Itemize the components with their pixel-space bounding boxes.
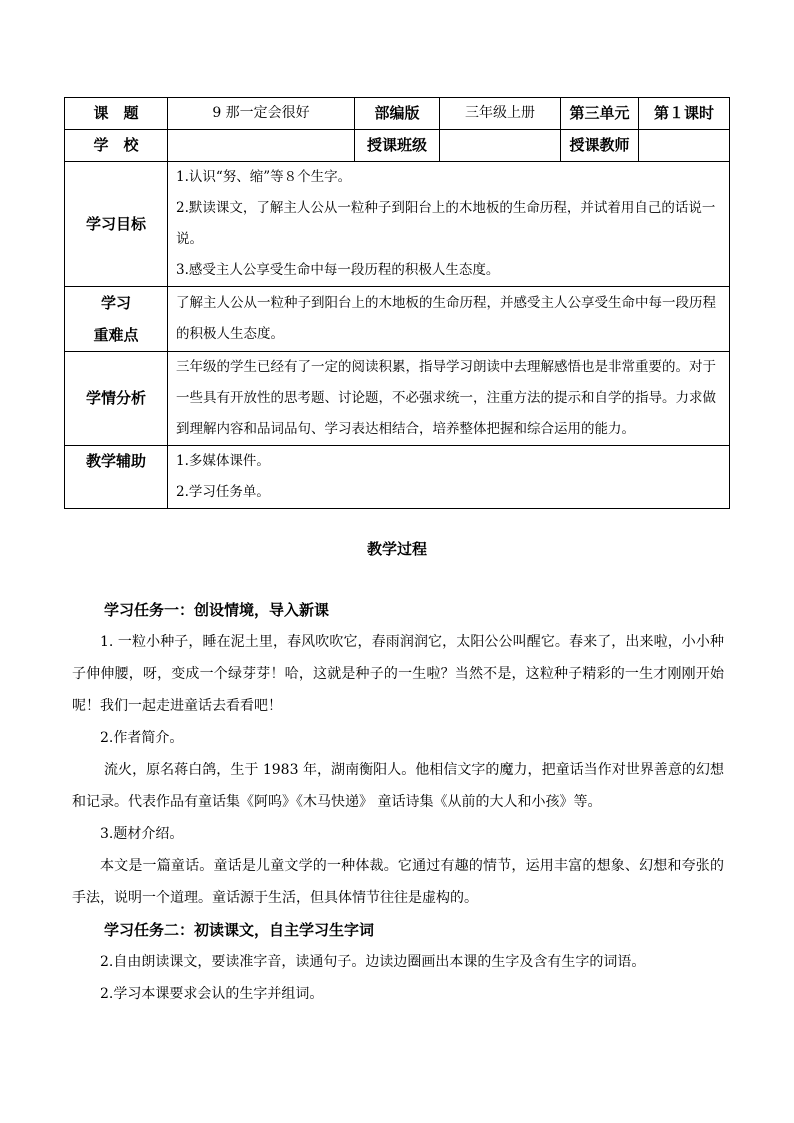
paragraph: 2.自由朗读课文，要读准字音，读通句子。边读边圈画出本课的生字及含有生字的词语。 [100, 954, 646, 970]
analysis-text: 三年级的学生已经有了一定的阅读积累，指导学习朗读中去理解感悟也是非常重要的。对于一些具有开放性的思考题、讨论题，不必强求统一，注重方法的提示和自学的指导。力求做到理解内容和品词品句、学习表达相结合，培养整体把握和综合运用的能力。 [176, 359, 716, 437]
analysis-label: 学情分析 [65, 352, 168, 446]
school-value [168, 130, 355, 162]
aid-item: 1.多媒体课件。 [176, 453, 270, 469]
grade: 三年级上册 [440, 98, 561, 130]
aid-item: 2.学习任务单。 [176, 484, 270, 500]
task1-heading: 学习任务一：创设情境，导入新课 [104, 601, 330, 619]
goals-label: 学习目标 [65, 162, 168, 287]
keypoints-label-line1: 学习 [100, 294, 131, 312]
keypoints-content [168, 287, 730, 352]
row-goals [65, 162, 730, 287]
paragraph: 1. 一粒小种子，睡在泥土里，春风吹吹它，春雨润润它，太阳公公叫醒它。春来了，出来啦，小小种子伸伸腰，呀，变成一个绿芽芽！哈，这就是种子的一生啦？当然不是，这粒种子精彩的一生才刚刚开始呢！我们一起走进童话去看看吧！ [72, 634, 724, 714]
paragraph: 3.题材介绍。 [100, 826, 184, 842]
goal-item: 1.认识“努、缩”等８个生字。 [176, 169, 352, 185]
class-value [440, 130, 561, 162]
period: 第１课时 [639, 98, 730, 130]
task2-heading: 学习任务二：初读课文，自主学习生字词 [104, 921, 375, 939]
paragraph: 2.学习本课要求会认的生字并组词。 [100, 986, 324, 1002]
school-label: 学 校 [65, 130, 168, 162]
analysis-content [168, 352, 730, 446]
class-label: 授课班级 [355, 130, 440, 162]
unit: 第三单元 [561, 98, 639, 130]
lesson-label: 课 题 [65, 98, 168, 130]
keypoints-label-line2: 重难点 [93, 326, 139, 344]
row-school [65, 130, 730, 162]
row-keypoints [65, 287, 730, 352]
lesson-info-table [64, 97, 730, 509]
aids-label: 教学辅助 [65, 446, 168, 509]
process-body [72, 594, 724, 1010]
edition: 部编版 [355, 98, 440, 130]
lesson-title: 9 那一定会很好 [168, 98, 355, 130]
keypoints-label [65, 287, 168, 352]
row-lesson [65, 98, 730, 130]
row-analysis [65, 352, 730, 446]
paragraph: 2.作者简介。 [100, 730, 184, 746]
paragraph: 本文是一篇童话。童话是儿童文学的一种体裁。它通过有趣的情节，运用丰富的想象、幻想和夸张的手法，说明一个道理。童话源于生活，但具体情节往往是虚构的。 [72, 858, 724, 906]
goal-item: 3.感受主人公享受生命中每一段历程的积极人生态度。 [176, 262, 500, 278]
goals-content [168, 162, 730, 287]
teacher-value [639, 130, 730, 162]
row-aids [65, 446, 730, 509]
goal-item: 2.默读课文，了解主人公从一粒种子到阳台上的木地板的生命历程，并试着用自己的话说一说。 [176, 200, 716, 247]
keypoints-text: 了解主人公从一粒种子到阳台上的木地板的生命历程，并感受主人公享受生命中每一段历程的积极人生态度。 [176, 295, 716, 342]
aids-content [168, 446, 730, 509]
paragraph: 流火，原名蒋白鸽，生于 1983 年，湖南衡阳人。他相信文字的魔力，把童话当作对世界善意的幻想和记录。代表作品有童话集《阿呜》《木马快递》 童话诗集《从前的大人和小孩》等。 [72, 762, 724, 810]
process-title: 教学过程 [366, 540, 427, 558]
teacher-label: 授课教师 [561, 130, 639, 162]
